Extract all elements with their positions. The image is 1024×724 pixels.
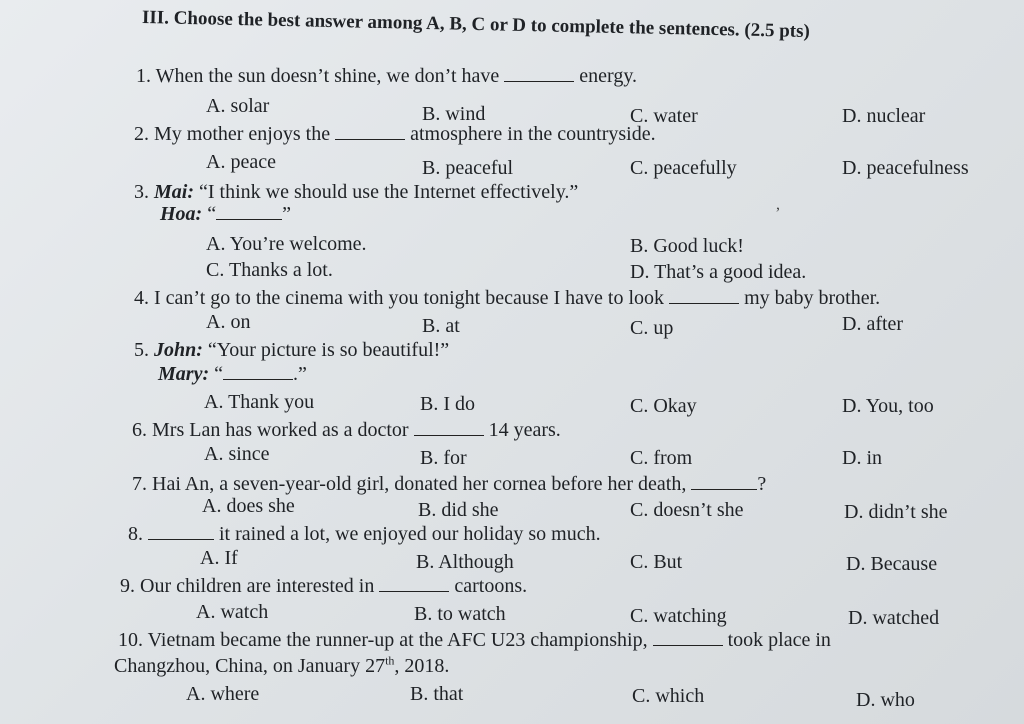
option-d: D. in <box>842 447 882 469</box>
question-text-after: atmosphere in the countryside. <box>410 123 656 145</box>
option-d: D. who <box>856 689 915 711</box>
question-9 <box>120 574 527 598</box>
option-a: A. solar <box>206 95 270 117</box>
option-b: B. for <box>420 447 467 469</box>
question-text-after: it rained a lot, we enjoyed our holiday so much. <box>219 523 601 545</box>
question-number: 9. <box>120 575 135 597</box>
question-text-after: energy. <box>579 65 638 87</box>
pen-mark: , <box>776 196 780 213</box>
question-text: Vietnam became the runner-up at the AFC U23 championship, <box>147 629 648 651</box>
option-b: B. Good luck! <box>630 235 744 257</box>
option-a: A. where <box>186 683 260 705</box>
question-text-after: 14 years. <box>488 419 561 441</box>
option-b: B. did she <box>418 499 499 521</box>
option-b: B. at <box>422 315 460 337</box>
section-title: III. Choose the best answer among A, B, C or D to complete the sentences. (2.5 pts) <box>141 7 811 42</box>
question-text-after: ? <box>757 473 767 495</box>
question-number: 3. <box>134 181 149 203</box>
question-4 <box>134 286 880 310</box>
answer-blank <box>335 125 405 140</box>
question-text: Changzhou, China, on January 27 <box>114 655 386 677</box>
option-d: D. That’s a good idea. <box>630 261 807 283</box>
question-number: 1. <box>136 65 151 87</box>
option-b: B. wind <box>422 103 486 125</box>
question-2 <box>134 122 656 146</box>
answer-blank <box>216 205 282 220</box>
answer-blank <box>379 577 449 592</box>
option-c: C. peacefully <box>630 157 737 179</box>
question-number: 2. <box>134 123 149 145</box>
question-text: I can’t go to the cinema with you tonight because I have to look <box>154 287 665 309</box>
speaker-name: Hoa: <box>160 203 203 225</box>
question-number: 10. <box>118 629 143 651</box>
quote-close: ” <box>282 203 291 225</box>
option-c: C. up <box>630 317 674 339</box>
option-c: C. Okay <box>630 395 697 417</box>
option-d: D. didn’t she <box>844 501 948 523</box>
answer-blank <box>669 289 739 304</box>
dialogue-text: “I think we should use the Internet effectively.” <box>199 181 579 203</box>
option-a: A. If <box>200 547 238 569</box>
option-a: A. peace <box>206 151 276 173</box>
question-5 <box>134 338 449 362</box>
option-c: C. which <box>632 685 705 707</box>
question-text-after: took place in <box>727 629 831 651</box>
option-a: A. You’re welcome. <box>206 233 367 255</box>
option-c: C. doesn’t she <box>630 499 744 521</box>
option-b: B. peaceful <box>422 157 514 179</box>
option-d: D. Because <box>846 553 938 575</box>
speaker-name: John: <box>154 339 203 361</box>
question-3-reply <box>160 202 291 226</box>
question-text: Hai An, a seven-year-old girl, donated her cornea before her death, <box>152 473 687 495</box>
quote-close: .” <box>293 363 307 385</box>
option-d: D. watched <box>848 607 940 629</box>
option-b: B. I do <box>420 393 475 415</box>
option-c: C. watching <box>630 605 727 627</box>
option-c: C. water <box>630 105 698 127</box>
question-text: My mother enjoys the <box>154 123 331 145</box>
answer-blank <box>504 67 574 82</box>
speaker-name: Mary: <box>158 363 210 385</box>
question-3 <box>134 180 578 204</box>
question-number: 5. <box>134 339 149 361</box>
ordinal-suffix: th <box>385 653 395 668</box>
question-1 <box>136 64 637 88</box>
question-text: When the sun doesn’t shine, we don’t have <box>155 65 500 87</box>
option-a: A. does she <box>202 495 295 517</box>
option-b: B. that <box>410 683 464 705</box>
question-8 <box>128 522 601 546</box>
question-7 <box>132 472 766 496</box>
option-a: A. on <box>206 311 251 333</box>
question-text: Mrs Lan has worked as a doctor <box>152 419 409 441</box>
option-a: A. since <box>204 443 270 465</box>
answer-blank <box>148 525 214 540</box>
answer-blank <box>653 631 723 646</box>
option-d: D. peacefulness <box>842 157 969 179</box>
question-10 <box>118 628 831 652</box>
option-d: D. You, too <box>842 395 934 417</box>
question-text-after: cartoons. <box>454 575 528 597</box>
question-text-after: my baby brother. <box>744 287 881 309</box>
question-number: 8. <box>128 523 143 545</box>
option-c: C. from <box>630 447 693 469</box>
question-6 <box>132 418 561 442</box>
quote-open: “ <box>214 363 223 385</box>
question-10-continued <box>114 654 449 678</box>
option-b: B. Although <box>416 551 514 573</box>
answer-blank <box>223 365 293 380</box>
question-number: 7. <box>132 473 147 495</box>
question-text-end: , 2018. <box>394 655 450 677</box>
speaker-name: Mai: <box>154 181 194 203</box>
option-b: B. to watch <box>414 603 506 625</box>
option-a: A. watch <box>196 601 269 623</box>
question-text: Our children are interested in <box>140 575 375 597</box>
option-d: D. nuclear <box>842 105 926 127</box>
option-d: D. after <box>842 313 904 335</box>
quote-open: “ <box>207 203 217 225</box>
option-c: C. But <box>630 551 683 573</box>
dialogue-text: “Your picture is so beautiful!” <box>207 339 450 361</box>
option-a: A. Thank you <box>204 391 315 413</box>
question-number: 4. <box>134 287 149 309</box>
question-number: 6. <box>132 419 147 441</box>
question-5-reply <box>158 362 307 386</box>
answer-blank <box>691 475 757 490</box>
option-c: C. Thanks a lot. <box>206 259 333 281</box>
answer-blank <box>414 421 484 436</box>
